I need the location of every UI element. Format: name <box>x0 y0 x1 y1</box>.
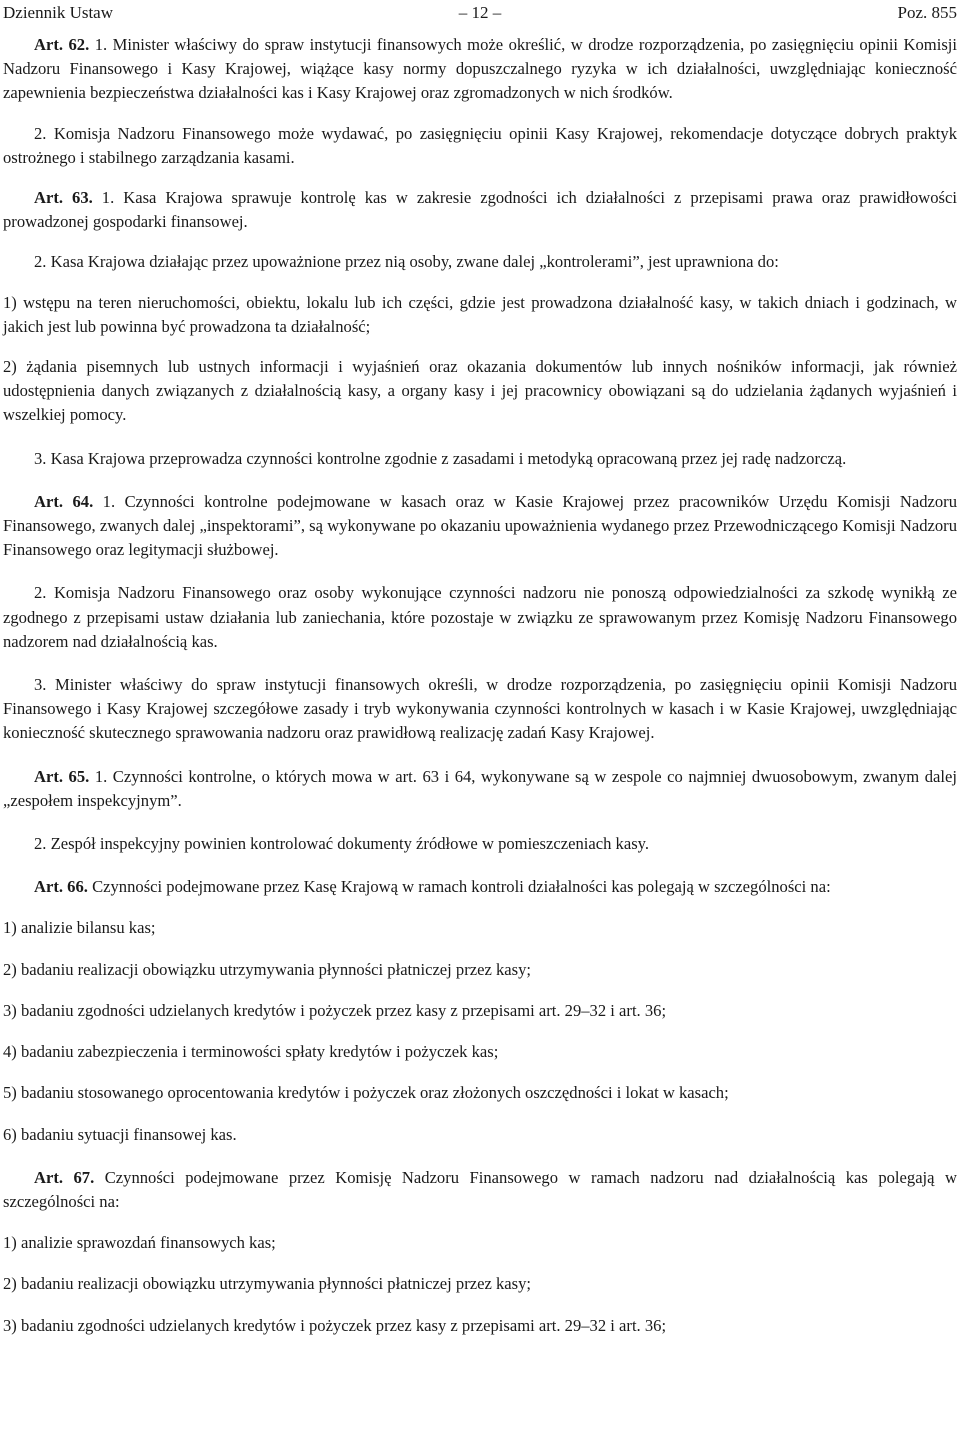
art-62-par-2: 2. Komisja Nadzoru Finansowego może wydawać, po zasięgnięciu opinii Kasy Krajowej, rekomendacje dotyczące dobrych praktyk ostrożnego i stabilnego zarządzania kasami. <box>3 123 957 167</box>
paragraph-text: 1. Kasa Krajowa sprawuje kontrolę kas w zakresie zgodności ich działalności z przepisami prawa oraz prawidłowości prowadzonej gospodarki finansowej. <box>3 188 957 232</box>
position-number: Poz. 855 <box>897 3 957 22</box>
art-64-par-2: 2. Komisja Nadzoru Finansowego oraz osoby wykonujące czynności nadzoru nie ponoszą odpowiedzialności za szkodę wynikłą ze zgodnego z przepisami ustaw działania lub zaniechania, które pozostaje w związku ze sprawowanym przez Komisję Nadzoru Finansowego nadzorem nad działalnością kas. <box>3 583 957 651</box>
art-67-item-2: 2) badaniu realizacji obowiązku utrzymywania płynności płatniczej przez kasy; <box>3 1274 532 1294</box>
art-66-item-6: 6) badaniu sytuacji finansowej kas. <box>3 1124 237 1144</box>
art-62-par-1 <box>3 33 957 106</box>
paragraph-text: 1. Czynności kontrolne, o których mowa w art. 63 i 64, wykonywane są w zespole co najmniej dwuosobowym, zwanym dalej „zespołem inspekcyjnym”. <box>3 766 957 810</box>
art-67-item-3: 3) badaniu zgodności udzielanych kredytów i pożyczek przez kasy z przepisami art. 29–32 i art. 36; <box>3 1315 667 1335</box>
article-number: Art. 66. <box>34 877 88 897</box>
art-65-par-1 <box>3 765 957 813</box>
art-63-par-3: 3. Kasa Krajowa przeprowadza czynności kontrolne zgodnie z zasadami i metodyką opracowaną przez jej radę nadzorczą. <box>34 448 847 468</box>
document-body <box>3 33 957 1338</box>
article-number: Art. 64. <box>34 491 94 511</box>
art-65-par-2: 2. Zespół inspekcyjny powinien kontrolować dokumenty źródłowe w pomieszczeniach kasy. <box>34 834 650 854</box>
journal-title: Dziennik Ustaw <box>3 3 114 22</box>
paragraph-text: Czynności podejmowane przez Kasę Krajową w ramach kontroli działalności kas polegają w szczególności na: <box>87 877 831 897</box>
art-64-par-3: 3. Minister właściwy do spraw instytucji finansowych określi, w drodze rozporządzenia, po zasięgnięciu opinii Komisji Nadzoru Finansowego i Kasy Krajowej szczegółowe zasady i tryb wykonywania czynności kontrolnych w kasach i w Kasie Krajowej, uwzględniając konieczność skutecznego sprawowania nadzoru oraz prawidłową realizację zadań Kasy Krajowej. <box>3 675 957 743</box>
art-66-item-1: 1) analizie bilansu kas; <box>3 918 156 938</box>
art-64-par-1 <box>3 490 957 563</box>
page-header <box>3 0 957 26</box>
article-number: Art. 67. <box>34 1167 95 1187</box>
art-63-par-2: 2. Kasa Krajowa działając przez upoważnione przez nią osoby, zwane dalej „kontrolerami”, jest uprawniona do: <box>34 252 779 272</box>
page-number: – 12 – <box>458 3 502 22</box>
paragraph-text: Czynności podejmowane przez Komisję Nadzoru Finansowego w ramach nadzoru nad działalnością kas polegają w szczególności na: <box>3 1167 957 1211</box>
art-63-par-2-item-1: 1) wstępu na teren nieruchomości, obiektu, lokalu lub ich części, gdzie jest prowadzona działalność kasy, w takich dniach i godzinach, w jakich jest lub powinna być prowadzona ta działalność; <box>3 292 957 336</box>
art-66-item-3: 3) badaniu zgodności udzielanych kredytów i pożyczek przez kasy z przepisami art. 29–32 i art. 36; <box>3 1000 667 1020</box>
art-66-intro <box>3 875 957 899</box>
art-67-intro <box>3 1166 957 1214</box>
art-66-item-5: 5) badaniu stosowanego oprocentowania kredytów i pożyczek oraz złożonych oszczędności i lokat w kasach; <box>3 1083 729 1103</box>
art-67-item-1: 1) analizie sprawozdań finansowych kas; <box>3 1233 276 1253</box>
art-63-par-2-item-2: 2) żądania pisemnych lub ustnych informacji i wyjaśnień oraz okazania dokumentów lub innych nośników informacji, jak również udostępnienia danych związanych z działalnością kasy, a organy kasy i jej pracownicy obowiązani są do udzielania żądanych wyjaśnień i wszelkiej pomocy. <box>3 357 957 425</box>
paragraph-text: 1. Czynności kontrolne podejmowane w kasach oraz w Kasie Krajowej przez pracowników Urzędu Komisji Nadzoru Finansowego, zwanych dalej „inspektorami”, są wykonywane po okazaniu upoważnienia wydanego przez Przewodniczącego Komisji Nadzoru Finansowego oraz legitymacji służbowej. <box>3 491 957 560</box>
art-66-item-4: 4) badaniu zabezpieczenia i terminowości spłaty kredytów i pożyczek kas; <box>3 1042 499 1062</box>
art-63-par-1 <box>3 186 957 234</box>
article-number: Art. 63. <box>34 188 93 208</box>
article-number: Art. 62. <box>34 35 90 54</box>
article-number: Art. 65. <box>34 766 90 786</box>
art-66-item-2: 2) badaniu realizacji obowiązku utrzymywania płynności płatniczej przez kasy; <box>3 959 532 979</box>
paragraph-text: 1. Minister właściwy do spraw instytucji finansowych może określić, w drodze rozporządzenia, po zasięgnięciu opinii Komisji Nadzoru Finansowego i Kasy Krajowej, wiążące kasy normy dopuszczalnego ryzyka w ich działalności, uwzględniając konieczność zapewnienia bezpieczeństwa działalności kas i Kasy Krajowej oraz zgromadzonych w nich środków. <box>3 35 957 103</box>
